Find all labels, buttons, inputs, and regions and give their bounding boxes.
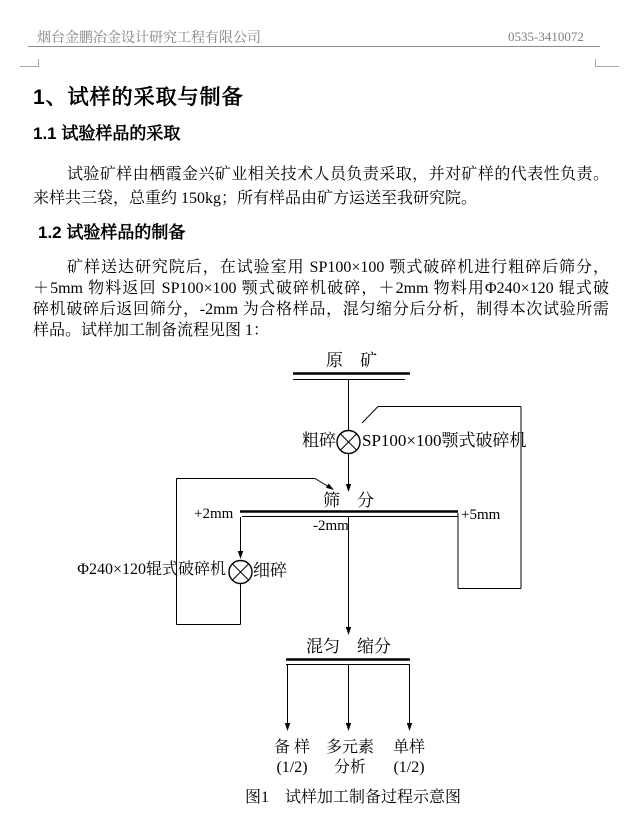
margin-crop-mark-left <box>20 59 39 67</box>
paragraph-line: 试验矿样由栖霞金兴矿业相关技术人员负责采取，并对矿样的代表性负责。 <box>67 166 609 183</box>
section-1-1-heading: 1.1 试验样品的采取 <box>33 124 181 143</box>
paragraph-line: ＋5mm 物料返回 SP100×100 颚式破碎机破碎，＋2mm 物料用Φ240×120 辊式破 <box>33 280 609 297</box>
label-minus2mm: -2mm <box>313 518 349 534</box>
section-1-2-paragraph <box>33 257 609 341</box>
output-single-ratio: (1/2) <box>393 759 425 776</box>
node-fine-crush: 细碎 <box>253 561 287 580</box>
output-single-sample: 单样 <box>392 739 425 756</box>
section-1-1-paragraph <box>33 163 609 211</box>
page-title: 1、试样的采取与制备 <box>33 86 244 109</box>
output-spare-sample: 备 样 <box>273 739 310 756</box>
header-company-name: 烟台金鹏冶金设计研究工程有限公司 <box>37 29 261 45</box>
paragraph-line: 来样共三袋，总重约 150kg；所有样品由矿方运送至我研究院。 <box>33 190 478 207</box>
fine-crusher-icon <box>229 561 252 584</box>
arrowhead-down <box>285 723 290 731</box>
output-analysis: 分析 <box>333 759 366 776</box>
arrowhead-down <box>407 723 412 731</box>
node-coarse-crush: 粗碎 <box>302 431 336 450</box>
output-spare-ratio: (1/2) <box>276 759 308 776</box>
arrowhead-down <box>346 627 351 635</box>
plus5-return-diagonal <box>362 407 378 424</box>
label-roll-crusher: Φ240×120辊式破碎机 <box>77 561 226 578</box>
node-raw-ore: 原 矿 <box>326 351 377 370</box>
node-screening: 筛 分 <box>323 491 374 510</box>
label-jaw-crusher: SP100×100颚式破碎机 <box>362 431 527 450</box>
header-rule <box>28 46 600 47</box>
arrowhead-down <box>238 551 243 559</box>
arrowhead-down <box>346 723 351 731</box>
margin-crop-mark-right <box>595 59 619 67</box>
section-1-2-heading: 1.2 试验样品的制备 <box>38 223 186 242</box>
paragraph-line: 矿样送达研究院后，在试验室用 SP100×100 颚式破碎机进行粗碎后筛分， <box>67 259 609 276</box>
coarse-crusher-icon <box>337 431 360 454</box>
paragraph-line: 碎机破碎后返回筛分，-2mm 为合格样品，混匀缩分后分析，制得本次试验所需 <box>33 301 609 318</box>
figure-caption: 图1 试样加工制备过程示意图 <box>245 789 462 806</box>
header-phone-number: 0535-3410072 <box>508 29 584 44</box>
arrowhead-diagonal <box>326 484 334 491</box>
node-mix-divide: 混匀 缩分 <box>306 637 391 656</box>
output-multi-element: 多元素 <box>325 739 374 756</box>
label-plus2mm: +2mm <box>194 506 234 522</box>
paragraph-line: 样品。试样加工制备流程见图 1： <box>33 322 270 339</box>
label-plus5mm: +5mm <box>461 507 501 523</box>
